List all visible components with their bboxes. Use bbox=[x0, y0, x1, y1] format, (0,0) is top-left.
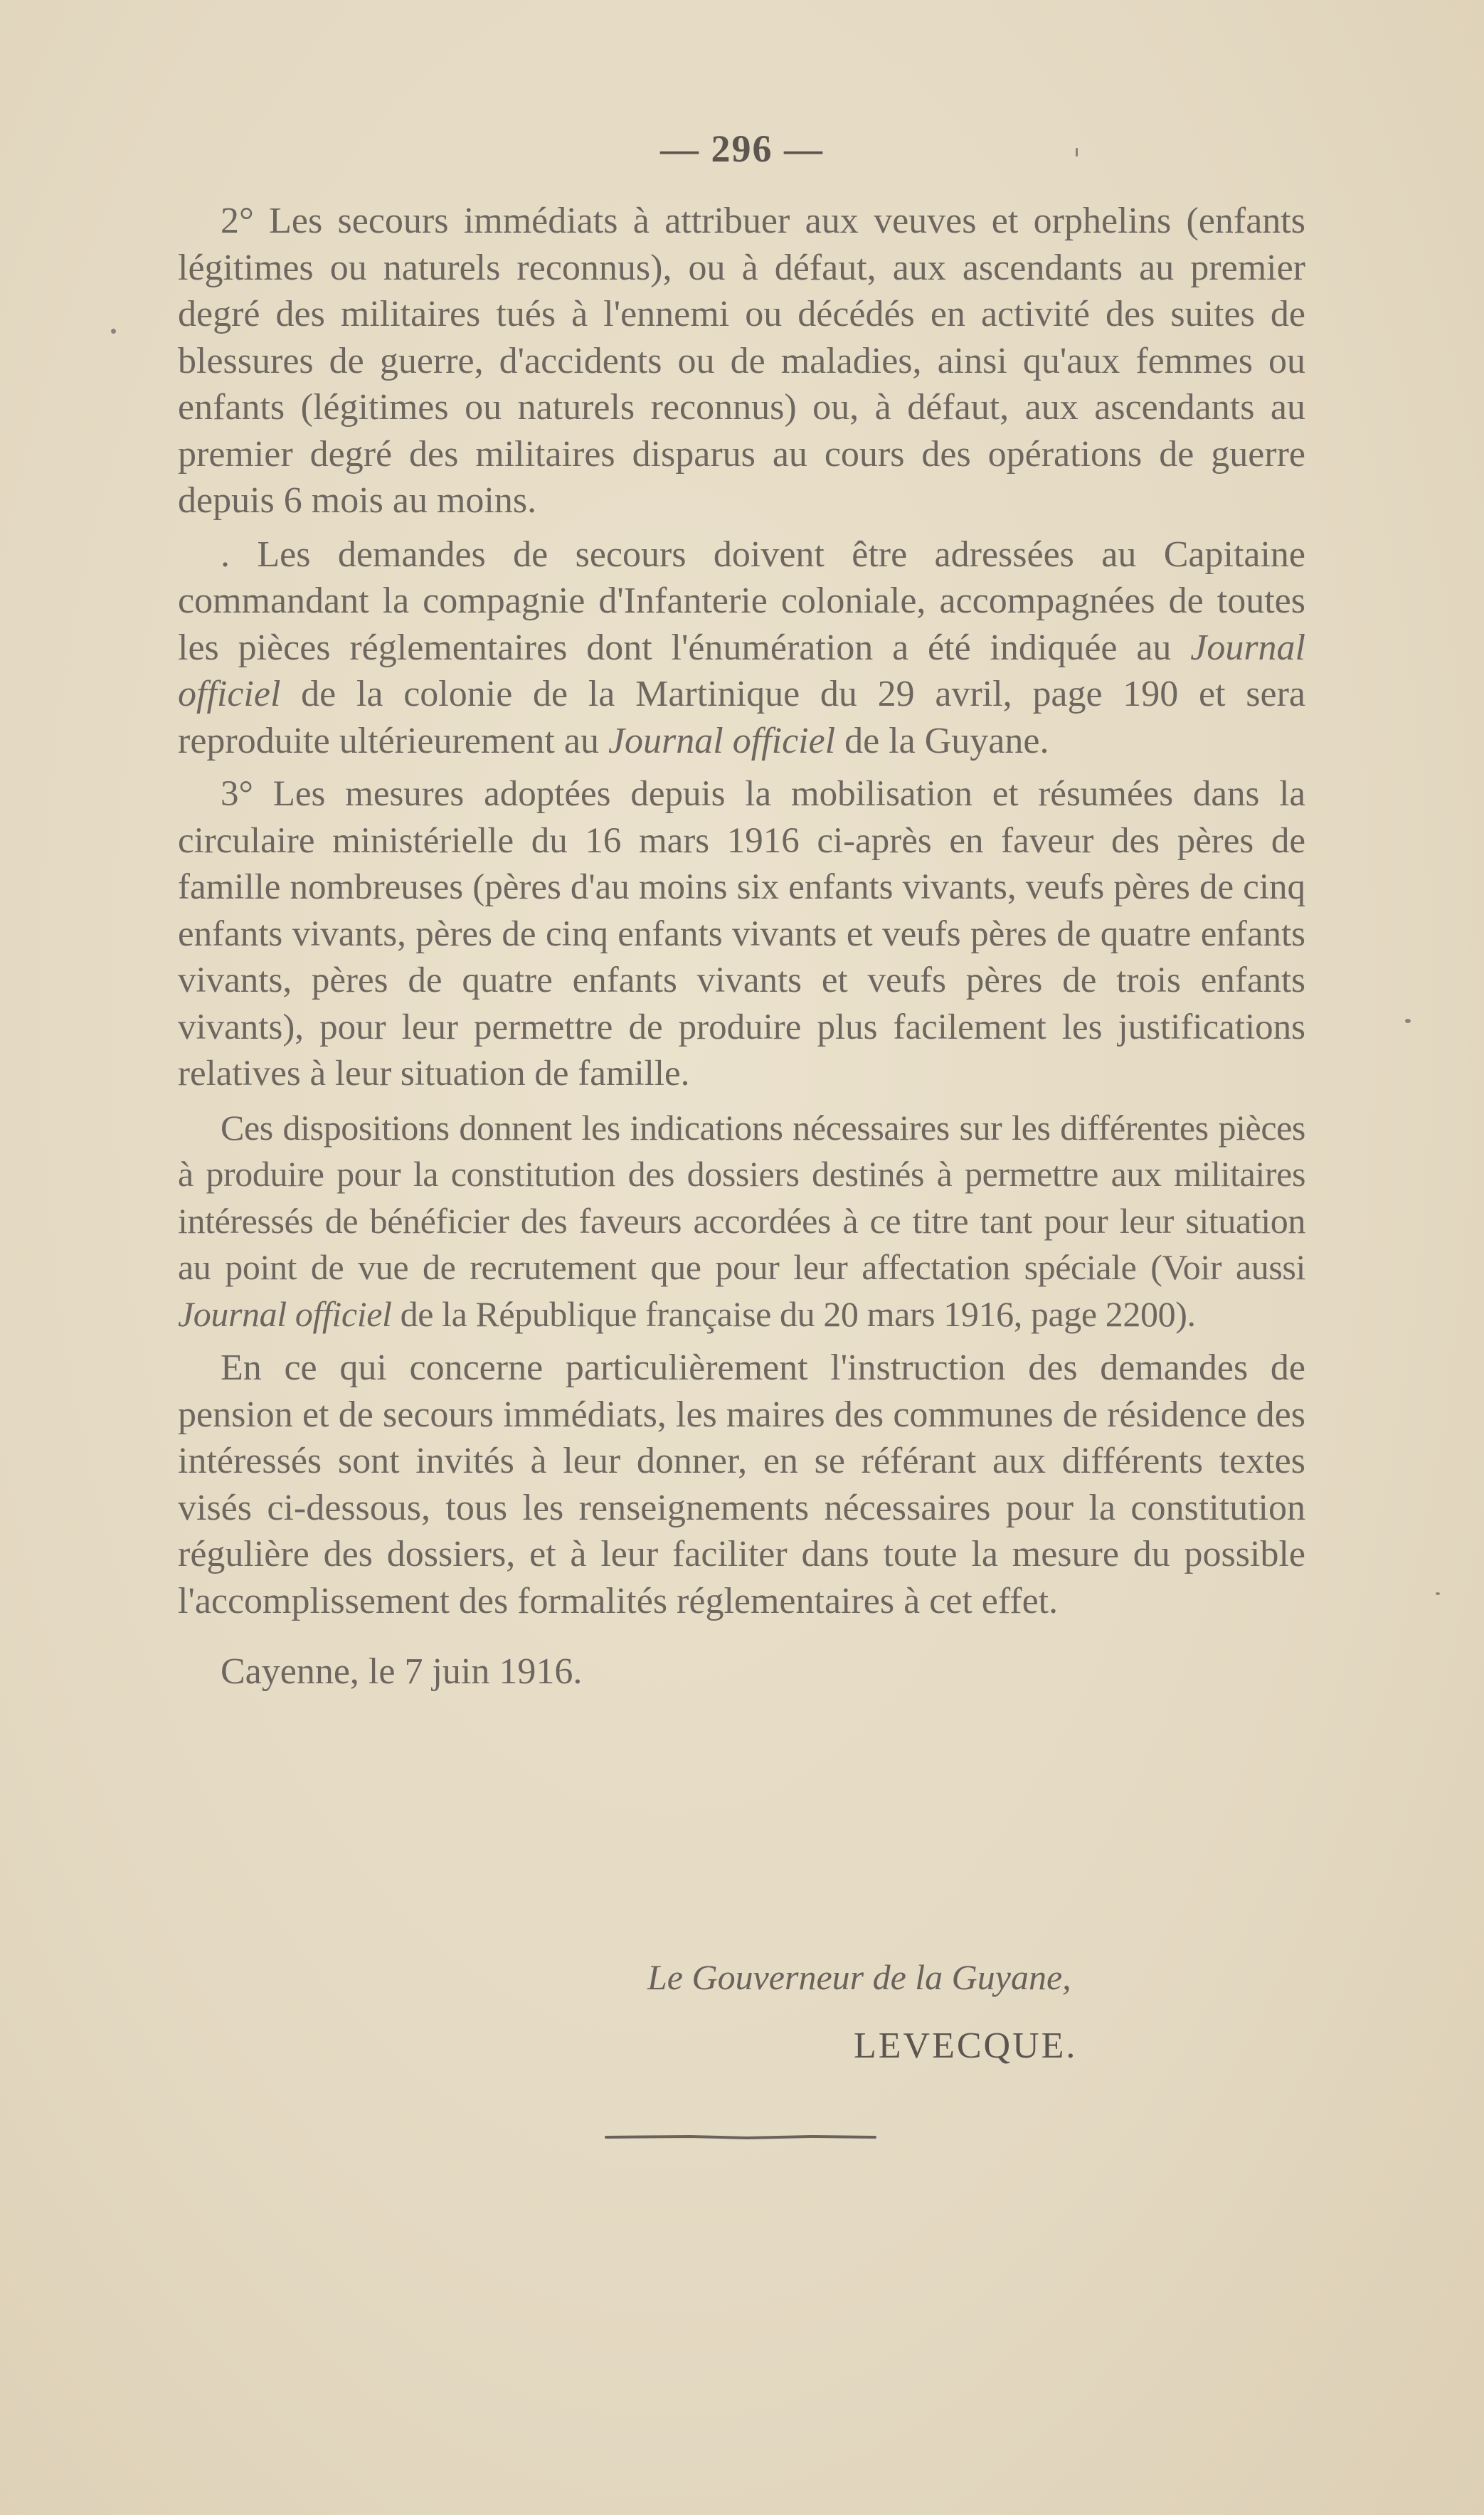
paragraph-text-segment: . Les demandes de secours doivent être adressées au Capitaine commandant la compagnie d'Infanterie coloniale, accompagnées de toutes les pièces réglementaires dont l'énumération a été indiquée au bbox=[178, 534, 1305, 668]
paragraph-secours-immediats: 2° Les secours immédiats à attribuer aux veuves et orphelins (enfants légitimes ou naturels reconnus), ou à défaut, aux ascendants au premier degré des militaires tués à l'ennemi ou décédés en activité des suites de blessures de guerre, d'accidents ou de maladies, ainsi qu'aux femmes ou enfants (légitimes ou naturels reconnus) ou, à défaut, aux ascendants au premier degré des militaires disparus au cours des opérations de guerre depuis 6 mois au moins. bbox=[178, 201, 1305, 521]
date-line: Cayenne, le 7 juin 1916. bbox=[221, 1651, 583, 1692]
closing-rule bbox=[605, 2134, 876, 2140]
signature-name: LEVECQUE. bbox=[854, 2026, 1078, 2066]
page-number: — 296 — bbox=[660, 127, 824, 170]
journal-officiel-reference: Journal officiel bbox=[178, 1293, 392, 1334]
paragraph-text-segment: de la République française du 20 mars 1916, page 2200). bbox=[391, 1293, 1196, 1334]
paragraph-mesures-adoptees: 3° Les mesures adoptées depuis la mobilisation et résumées dans la circulaire ministérielle du 16 mars 1916 ci-après en faveur des pères de famille nombreuses (pères d'au moins six enfants vivants, veufs pères de cinq enfants vivants, pères de cinq enfants vivants et veufs pères de quatre enfants vivants, pères de quatre enfants vivants et veufs pères de trois enfants vivants), pour leur permettre de produire plus facilement les justifications relatives à leur situation de famille. bbox=[178, 774, 1305, 1094]
paragraph-demandes-de-secours bbox=[178, 531, 1305, 765]
signature-title: Le Gouverneur de la Guyane, bbox=[647, 1957, 1071, 1997]
paragraph-text-segment: Ces dispositions donnent les indications nécessaires sur les différentes pièces à produire pour la constitution des dossiers destinés à permettre aux militaires intéressés de bénéficier des faveurs accordées à ce titre tant pour leur situation au point de vue de recrutement que pour leur affectation spéciale (Voir aussi bbox=[178, 1107, 1305, 1287]
journal-officiel-reference: Journal officiel bbox=[608, 720, 836, 761]
paper-speck bbox=[1076, 148, 1078, 157]
paragraph-instruction-des-demandes: En ce qui concerne particulièrement l'instruction des demandes de pension et de secours immédiats, les maires des communes de résidence des intéressés sont invités à leur donner, en se référant aux différents textes visés ci-dessous, tous les renseignements nécessaires pour la constitution régulière des dossiers, et à leur faciliter dans toute la mesure du possible l'accomplissement des formalités réglementaires à cet effet. bbox=[178, 1347, 1305, 1621]
paper-speck bbox=[111, 329, 116, 334]
paragraph-dispositions bbox=[178, 1105, 1305, 1338]
paragraph-text-segment: de la Guyane. bbox=[835, 720, 1049, 761]
paper-speck bbox=[1436, 1592, 1440, 1595]
body-text bbox=[178, 198, 1305, 1695]
paper-speck bbox=[1405, 1019, 1411, 1023]
journal-officiel-reference: Journal officiel bbox=[178, 627, 1305, 714]
paragraph-text-segment: de la colonie de la Martinique du 29 avril, page 190 et sera reproduite ultérieurement au bbox=[178, 674, 1305, 761]
